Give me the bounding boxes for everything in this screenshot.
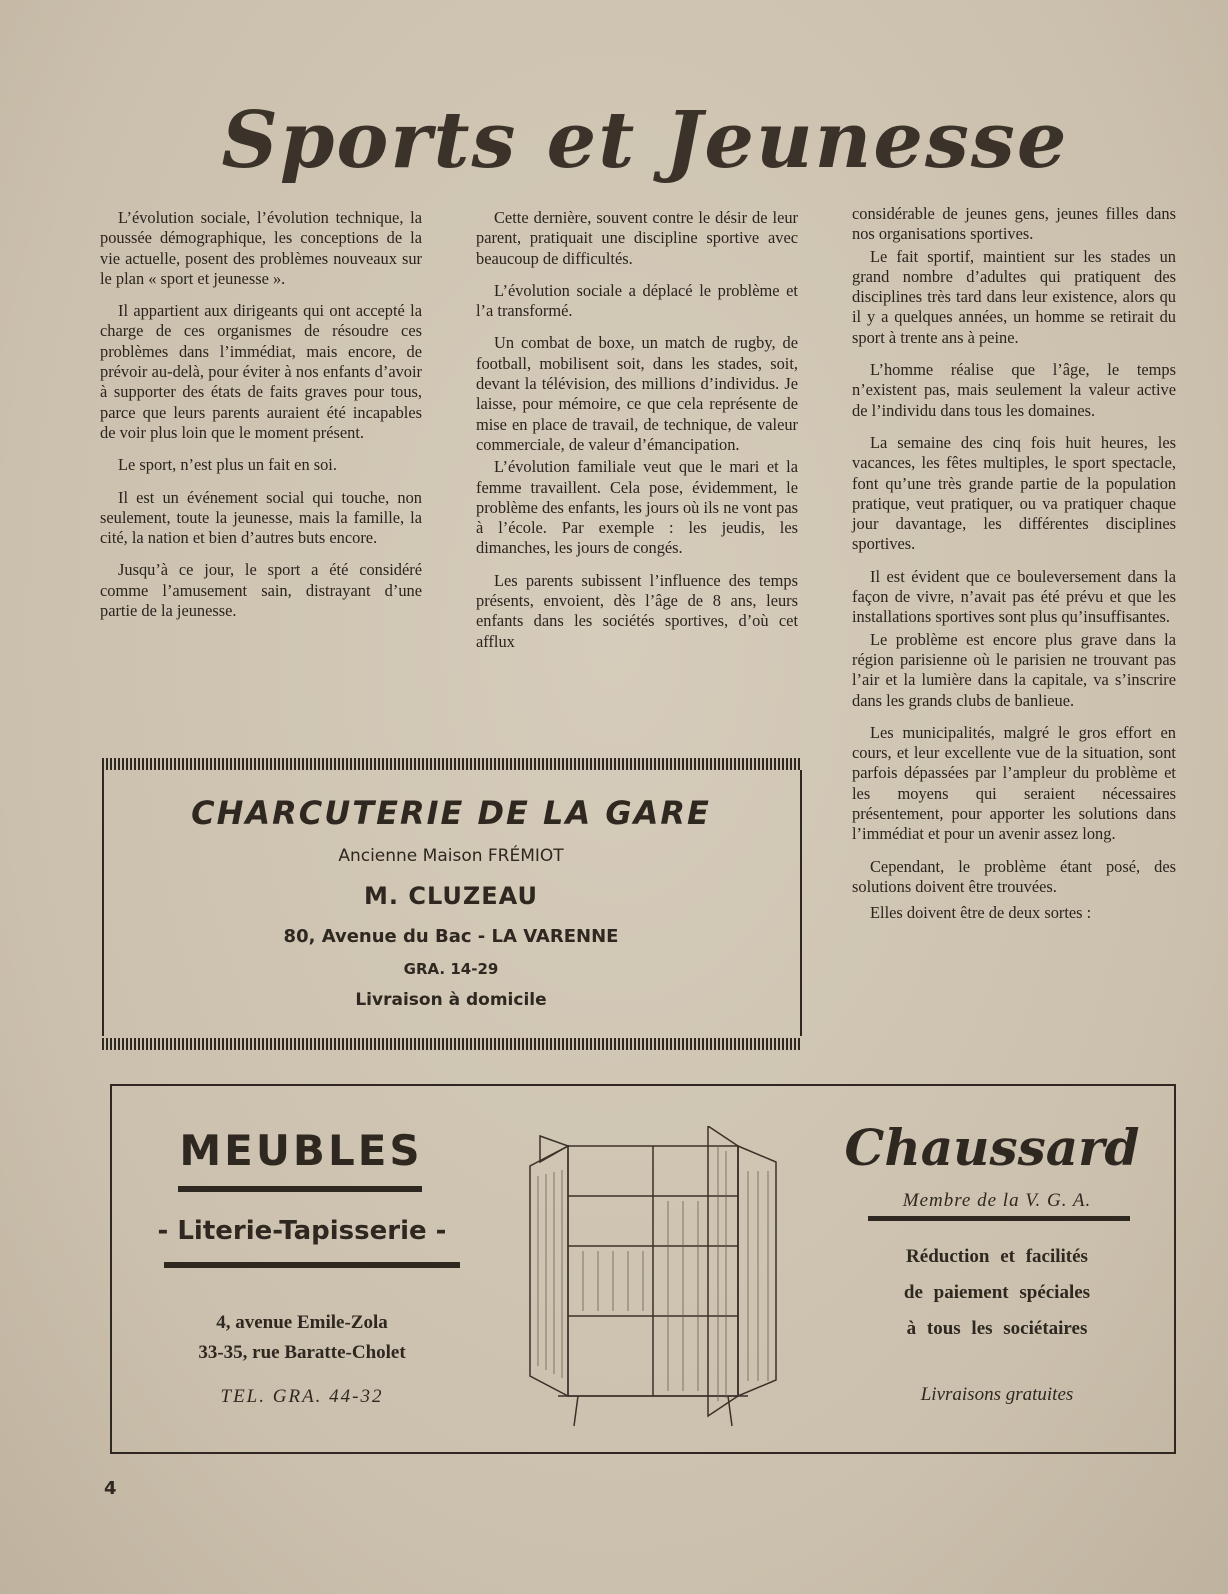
paragraph: Un combat de boxe, un match de rugby, de football, mobilisent soit, dans les stades, soit, devant la télévision, des millions d’individus. Je laisse, pour mémoire, ce que cela représente de mise en place de travail, de technique, de valeur commerciale, de valeur d’émancipation. <box>476 333 798 454</box>
owner-name: M. CLUZEAU <box>363 882 538 910</box>
furniture-ad <box>110 1084 1176 1454</box>
membership-line: Membre de la V. G. A. <box>902 1190 1092 1211</box>
paragraph: Le fait sportif, maintient sur les stades un grand nombre d’adultes qui pratiquent des disciplines très tard dans leur existence, alors qu il y a quelques années, un homme se retirait du sport à trente ans à peine. <box>852 246 1176 347</box>
article-column-1 <box>100 208 422 633</box>
shop-phone: GRA. 14-29 <box>403 960 499 978</box>
divider <box>164 1262 460 1268</box>
paragraph: La semaine des cinq fois huit heures, les vacances, les fêtes multiples, le sport spectacle, font qu’une très grande partie de la population pratique, veut pratiquer, ou va pratiquer chaque jour davantage, les différentes disciplines sportives. <box>852 432 1176 554</box>
paragraph: Il est un événement social qui touche, non seulement, toute la jeunesse, mais la famille, la cité, la nation et bien d’autres buts encore. <box>100 487 422 548</box>
chaussard-logo: Chaussard <box>844 1118 1140 1177</box>
page-title: Sports et Jeunesse <box>221 95 1069 186</box>
paragraph: L’évolution sociale a déplacé le problème et l’a transformé. <box>476 280 798 321</box>
paragraph: Cependant, le problème étant posé, des solutions doivent être trouvées. <box>852 856 1176 896</box>
paragraph: Elles doivent être de deux sortes : <box>870 903 1092 923</box>
paragraph: L’homme réalise que l’âge, le temps n’existent pas, mais seulement la valeur active de l’individu dans tous les domaines. <box>852 360 1176 420</box>
delivery-note: Livraison à domicile <box>355 990 547 1010</box>
hatched-border-top <box>102 758 800 770</box>
paragraph: Cette dernière, souvent contre le désir de leur parent, pratiquait une discipline sportive avec beaucoup de difficultés. <box>476 208 798 268</box>
shop-name: CHARCUTERIE DE LA GARE <box>191 794 711 832</box>
address-line-1: 4, avenue Emile-Zola <box>216 1312 388 1333</box>
paragraph: L’évolution familiale veut que le mari et la femme travaillent. Cela pose, évidemment, le problème des enfants, les jours où ils ne vont pas à l’école. Par exemple : les jeudis, les dimanches, les jours de congés. <box>476 457 798 558</box>
shop-address: 80, Avenue du Bac - LA VARENNE <box>283 926 619 947</box>
charcuterie-ad <box>102 758 800 1050</box>
paragraph: Jusqu’à ce jour, le sport a été considéré comme l’amusement sain, distrayant d’une partie de la jeunesse. <box>100 560 422 621</box>
literie-subtitle: - Literie-Tapisserie - <box>157 1216 447 1246</box>
wardrobe-illustration <box>528 1126 778 1436</box>
paragraph: Les parents subissent l’influence des temps présents, envoient, dès l’âge de 8 ans, leurs enfants dans les sociétés sportives, d’où cet afflux <box>476 570 798 651</box>
paragraph: Il est évident que ce bouleversement dans la façon de vivre, n’avait pas été prévu et que les installations sportives sont plus qu’insuffisantes. <box>852 566 1176 627</box>
article-column-3 <box>852 204 1176 936</box>
paragraph: L’évolution sociale, l’évolution technique, la poussée démographique, les conceptions de la vie actuelle, posent des problèmes nouveaux sur le plan « sport et jeunesse ». <box>100 208 422 288</box>
paragraph: Les municipalités, malgré le gros effort en cours, et leur excellente vue de la situation, sont parfois dépassées par l’ampleur du problème et les moyens qui seraient nécessaires présentement, pour apporter les solutions dans l’immédiat et pour un avenir assez long. <box>852 722 1176 844</box>
offer-line-3: à tous les sociétaires <box>906 1318 1088 1339</box>
phone-number: TEL. GRA. 44-32 <box>220 1386 384 1407</box>
paragraph: Le problème est encore plus grave dans la région parisienne où le parisien ne trouvant pas l’air et la lumière dans la capitale, va s’inscrire dans les grands clubs de banlieue. <box>852 629 1176 710</box>
paragraph: Le sport, n’est plus un fait en soi. <box>118 455 337 475</box>
hatched-border-bottom <box>102 1038 800 1050</box>
former-owner: Ancienne Maison FRÉMIOT <box>338 846 564 866</box>
meubles-heading: MEUBLES <box>179 1126 423 1175</box>
divider <box>868 1216 1130 1221</box>
paragraph: Il appartient aux dirigeants qui ont accepté la charge de ces organismes de résoudre ces problèmes dans l’immédiat, mais encore, de prévoir au-delà, pour éviter à nos enfants d’avoir à supporter des états de faits graves pour tous, parce que leurs parents auraient été incapables de voir plus loin que le moment présent. <box>100 301 422 442</box>
free-delivery: Livraisons gratuites <box>920 1384 1074 1405</box>
divider <box>178 1186 422 1192</box>
article-column-2 <box>476 208 798 664</box>
offer-line-1: Réduction et facilités <box>906 1246 1088 1267</box>
paragraph: considérable de jeunes gens, jeunes filles dans nos organisations sportives. <box>852 204 1176 244</box>
address-line-2: 33-35, rue Baratte-Cholet <box>198 1342 406 1363</box>
offer-line-2: de paiement spéciales <box>903 1282 1091 1303</box>
page-number: 4 <box>104 1478 117 1499</box>
